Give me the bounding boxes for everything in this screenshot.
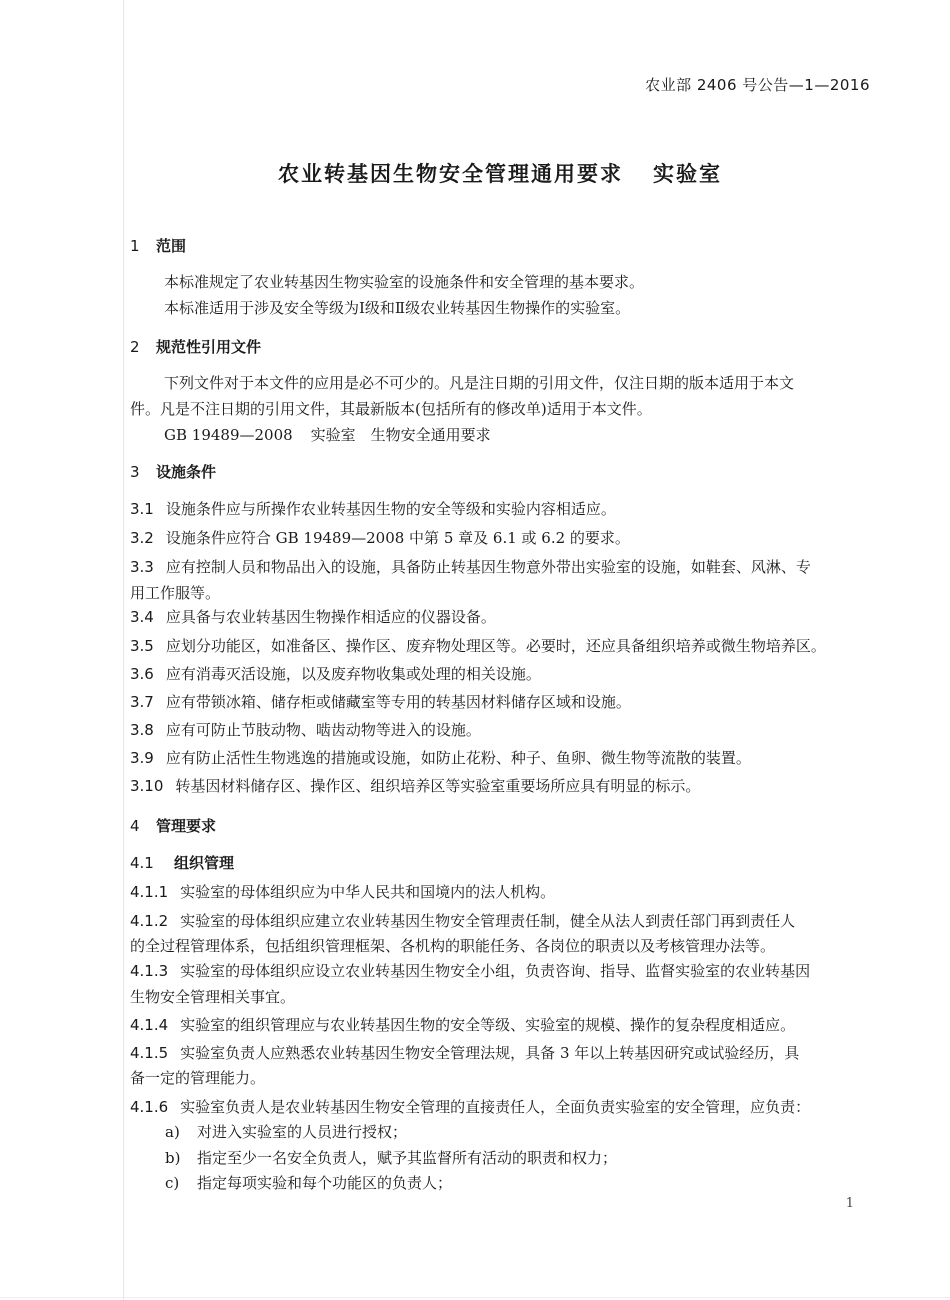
clause-4-1-2: 4.1.2 实验室的母体组织应建立农业转基因生物安全管理责任制，健全从法人到责任部门再到责任人 <box>130 912 796 930</box>
section-heading-management-requirements: 4 管理要求 <box>130 817 217 835</box>
clause-4-1-3: 4.1.3 实验室的母体组织应设立农业转基因生物安全小组，负责咨询、指导、监督实验室的农业转基因 <box>130 962 811 980</box>
clause-3-1: 3.1 设施条件应与所操作农业转基因生物的安全等级和实验内容相适应。 <box>130 500 616 518</box>
document-title <box>0 158 950 188</box>
document-code: 农业部 2406 号公告—1—2016 <box>645 76 870 94</box>
clause-4-1-6: 4.1.6 实验室负责人是农业转基因生物安全管理的直接责任人，全面负责实验室的安全管理，应负责： <box>130 1098 811 1116</box>
references-paragraph-line-2: 件。凡是不注日期的引用文件，其最新版本(包括所有的修改单)适用于本文件。 <box>130 400 652 418</box>
clause-3-6: 3.6 应有消毒灭活设施，以及废弃物收集或处理的相关设施。 <box>130 665 541 683</box>
section-heading-facility-conditions: 3 设施条件 <box>130 463 217 481</box>
clause-4-1-5-continuation: 备一定的管理能力。 <box>130 1069 266 1087</box>
title-main: 农业转基因生物安全管理通用要求 <box>278 162 623 186</box>
scan-edge-line <box>123 0 124 1300</box>
title-sub: 实验室 <box>653 162 722 186</box>
clause-3-2: 3.2 设施条件应符合 GB 19489—2008 中第 5 章及 6.1 或 6.2 的要求。 <box>130 529 630 547</box>
clause-4-1-4: 4.1.4 实验室的组织管理应与农业转基因生物的安全等级、实验室的规模、操作的复杂程度相适应。 <box>130 1016 796 1034</box>
clause-3-10: 3.10 转基因材料储存区、操作区、组织培养区等实验室重要场所应具有明显的标示。 <box>130 777 701 795</box>
section-heading-normative-references: 2 规范性引用文件 <box>130 338 262 356</box>
reference-entry <box>164 424 491 445</box>
scope-paragraph-1: 本标准规定了农业转基因生物实验室的设施条件和安全管理的基本要求。 <box>164 273 645 291</box>
section-heading-scope: 1 范围 <box>130 237 187 255</box>
page-number: 1 <box>845 1196 854 1211</box>
reference-title: 实验室 生物安全通用要求 <box>310 426 491 444</box>
clause-3-4: 3.4 应具备与农业转基因生物操作相适应的仪器设备。 <box>130 608 496 626</box>
clause-4-1-1: 4.1.1 实验室的母体组织应为中华人民共和国境内的法人机构。 <box>130 883 556 901</box>
clause-4-1-2-continuation: 的全过程管理体系，包括组织管理框架、各机构的职能任务、各岗位的职责以及考核管理办法等。 <box>130 937 776 955</box>
list-item: b) 指定至少一名安全负责人，赋予其监督所有活动的职责和权力； <box>165 1149 618 1167</box>
clause-4-1-3-continuation: 生物安全管理相关事宜。 <box>130 988 296 1006</box>
subsection-heading-organization: 4.1 组织管理 <box>130 854 235 872</box>
list-item: a) 对进入实验室的人员进行授权； <box>165 1123 408 1141</box>
clause-4-1-5: 4.1.5 实验室负责人应熟悉农业转基因生物安全管理法规，具备 3 年以上转基因研究或试验经历，具 <box>130 1044 800 1062</box>
clause-3-3-continuation: 用工作服等。 <box>130 584 221 602</box>
references-paragraph-line-1: 下列文件对于本文件的应用是必不可少的。凡是注日期的引用文件，仅注日期的版本适用于本文 <box>164 374 795 392</box>
clause-3-3: 3.3 应有控制人员和物品出入的设施，具备防止转基因生物意外带出实验室的设施，如鞋套、风淋、专 <box>130 558 811 576</box>
reference-code: GB 19489—2008 <box>164 426 293 444</box>
scan-edge-bottom <box>0 1297 950 1298</box>
clause-3-8: 3.8 应有可防止节肢动物、啮齿动物等进入的设施。 <box>130 721 481 739</box>
clause-3-5: 3.5 应划分功能区，如准备区、操作区、废弃物处理区等。必要时，还应具备组织培养或微生物培养区。 <box>130 637 826 655</box>
clause-3-7: 3.7 应有带锁冰箱、储存柜或储藏室等专用的转基因材料储存区域和设施。 <box>130 693 631 711</box>
clause-3-9: 3.9 应有防止活性生物逃逸的措施或设施，如防止花粉、种子、鱼卵、微生物等流散的装置。 <box>130 749 751 767</box>
scope-paragraph-2: 本标准适用于涉及安全等级为Ⅰ级和Ⅱ级农业转基因生物操作的实验室。 <box>164 299 631 317</box>
list-item: c) 指定每项实验和每个功能区的负责人； <box>165 1174 453 1192</box>
